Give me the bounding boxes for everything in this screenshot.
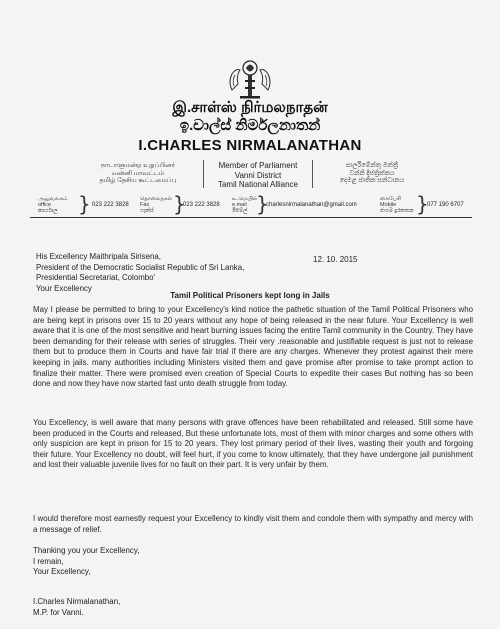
- brace-icon: }: [173, 192, 186, 216]
- fax-number: 023 222 3828: [183, 202, 220, 208]
- closing-block: [33, 546, 333, 578]
- brace-icon: }: [416, 192, 429, 216]
- fax-label-line: ෆැක්ස්: [140, 208, 154, 215]
- recipient-line: Presidential Secretariat, Colombo': [36, 273, 156, 282]
- letterhead-rule: [30, 217, 472, 218]
- role-tamil-line: தமிழ் தேசிய கூட்டமைப்பு: [99, 177, 177, 184]
- closing-line: Thanking you your Excellency,: [33, 546, 140, 555]
- header-divider: [312, 160, 313, 188]
- signature-title: M.P. for Vanni.: [33, 607, 84, 617]
- role-sinhala: [322, 162, 422, 185]
- office-label-line: office: [38, 202, 52, 209]
- office-label-line: කාර්යාල: [38, 208, 58, 215]
- mobile-label: [380, 196, 414, 215]
- name-tamil: இ.சாள்ஸ் நிர்மலநாதன்: [172, 99, 328, 116]
- paragraph-2: You Excellency, is well aware that many persons with grave offences have been rehabilitated and released. Still some have been produced in the Courts and released, But these unfortunate lots, most of them with minor charges and some others with only suspicion are kept in prison for 15 to 20 years. They lost primary period of their lives, wasting their youth and forgoing their future. Your Excellency no doubt, will feel hurt, if you come to know ultimately, that they have undergone jail punishment and lost their valuable juvenile lives for no fault on their part. It is very unfair by them.: [33, 418, 473, 470]
- email-address: charlesnirmalanathan@gmail.com: [266, 202, 357, 208]
- role-tamil: [86, 162, 190, 185]
- name-sinhala: ඉ.චාල්ස් නිර්මලනාතන්: [179, 117, 321, 134]
- role-english-line: Tamil National Alliance: [217, 180, 299, 189]
- signature-block: [33, 597, 333, 618]
- header-divider: [203, 160, 204, 188]
- mobile-label-line: ජංගම දුරකතන: [380, 208, 414, 215]
- office-label-line: அலுவலகம்: [38, 196, 68, 202]
- paragraph-3: I would therefore most earnestly request your Excellency to kindly visit them and condole them with sympathy and mercy with a message of relief.: [33, 514, 473, 534]
- brace-icon: }: [256, 192, 269, 216]
- mobile-label-line: Mobile: [380, 202, 397, 209]
- role-english-line: Vanni District: [234, 170, 282, 180]
- role-tamil-line: நாடாளுமன்ற உறுப்பினர்: [100, 162, 176, 169]
- role-sinhala-line: වන්නි දිස්ත්‍රික්කය: [349, 169, 395, 177]
- mobile-label-line: கைபேசி: [380, 196, 402, 202]
- email-label-line: e.mail: [232, 202, 247, 209]
- fax-label-line: தொலைநகல்: [140, 196, 173, 202]
- recipient-block: [36, 252, 336, 294]
- letter-date: 12. 10. 2015: [313, 255, 358, 264]
- fax-label-line: Fax: [140, 202, 150, 209]
- email-label-line: உ.மெயில்: [232, 196, 258, 202]
- recipient-line: Your Excellency: [36, 283, 92, 293]
- recipient-line: President of the Democratic Socialist Republic of Sri Lanka,: [36, 262, 245, 272]
- office-number: 023 222 3828: [92, 202, 129, 208]
- role-english: [210, 161, 306, 190]
- role-tamil-line: வன்னி மாவட்டம்: [111, 169, 165, 177]
- office-label: [38, 196, 68, 215]
- role-sinhala-line: පාර්ලිමේන්තු මන්ත්‍රී: [345, 162, 399, 169]
- letter-subject: Tamil Political Prisoners kept long in Jails: [170, 291, 330, 300]
- parliament-mace-emblem-icon: [226, 56, 274, 100]
- paragraph-1: May I please be permitted to bring to your Excellency's kind notice the pathetic situation of the Tamil Political Prisoners who are being kept in prisons over 15 to 20 years without any hope of being released in the near future. Your Excellency is well aware that it is one of the most sensitive and heart burning issues facing the entire Tamil community in the Country. They have been demanding for their release with series of struggles. Their very .reasonable and justifiable request is just not to release them but to produce them in Courts and have fair trial if there are any charges. Whenever they protest against their mere keeping in jails. many authorities including Ministers visited them and gave promise after promise to take prompt action to finalize their matter. There were promised even creation of Special Courts to expedite their cases But nothing has so been done and now they have now started fast unto death struggle from today.: [33, 305, 473, 389]
- brace-icon: }: [78, 192, 91, 216]
- closing-line: Your Excellency,: [33, 567, 91, 576]
- recipient-line: His Excellency Maithripala Sirisena,: [36, 252, 161, 261]
- signature-name: I.Charles Nirmalanathan,: [33, 597, 121, 606]
- closing-line: I remain,: [33, 556, 64, 566]
- role-english-line: Member of Parliament: [218, 161, 298, 170]
- fax-label: [140, 196, 172, 215]
- email-label-line: ඊමේල්: [232, 208, 248, 215]
- role-sinhala-line: දෙමළ ජාතික සන්ධානය: [339, 177, 405, 184]
- email-label: [232, 196, 257, 215]
- name-english: I.CHARLES NIRMALANATHAN: [138, 137, 362, 154]
- mobile-number: 077 190 6707: [427, 202, 464, 208]
